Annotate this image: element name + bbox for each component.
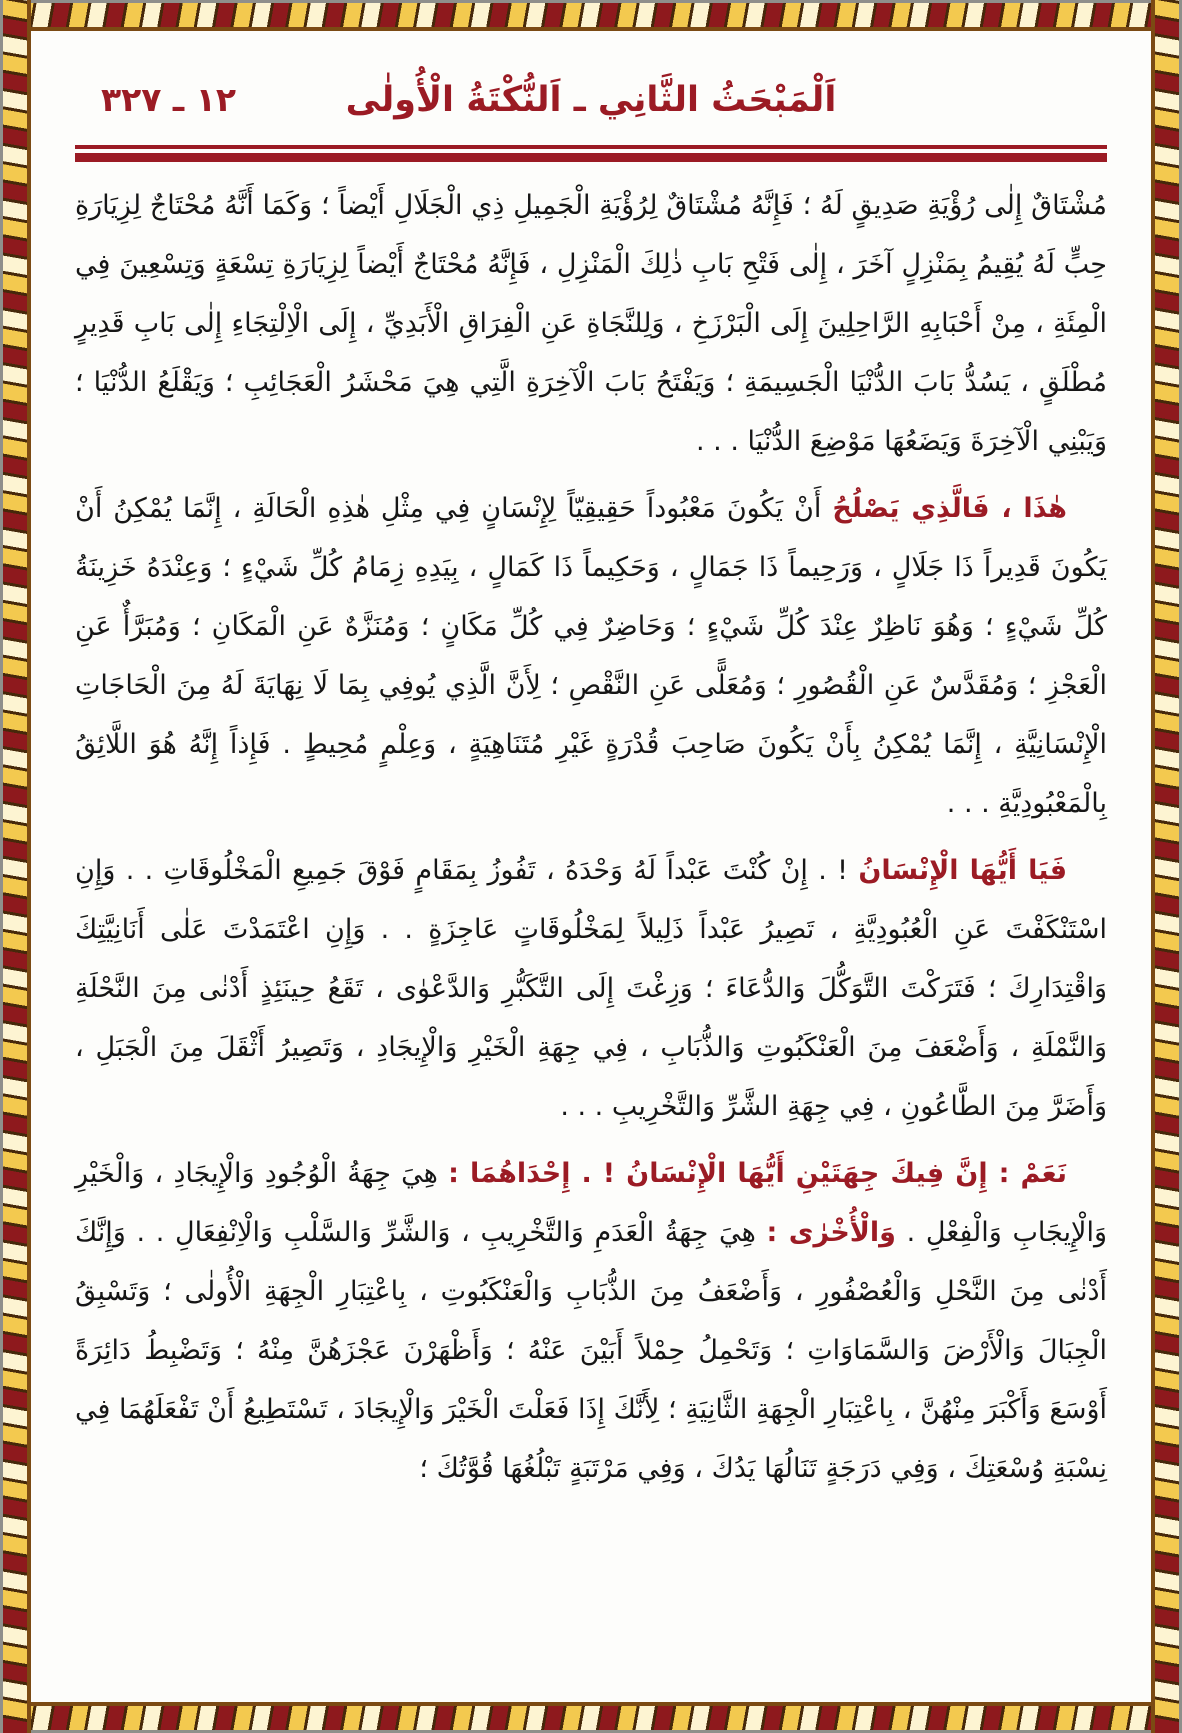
page-header [75,67,1107,139]
header-divider-thick [75,153,1107,162]
page-title: اَلْمَبْحَثُ الثَّانِي ـ اَلنُّكْتَةُ الْأُولٰى [345,80,837,120]
text-segment: هِيَ جِهَةُ الْعَدَمِ وَالتَّخْرِيبِ ، وَالشَّرِّ وَالسَّلْبِ وَالْاِنْفِعَالِ . . وَإِنَّكَ أَدْنٰى مِنَ النَّحْلِ وَالْعُصْفُورِ ، وَأَضْعَفُ مِنَ الذُّبَابِ وَالْعَنْكَبُوتِ ، بِاعْتِبَارِ الْجِهَةِ الْأُولٰى ؛ وَتَسْبِقُ الْجِبَالَ وَالْأَرْضَ وَالسَّمَاوَاتِ ؛ وَتَحْمِلُ حِمْلاً أَبَيْنَ عَنْهُ ؛ وَأَظْهَرْنَ عَجْزَهُنَّ مِنْهُ ؛ وَتَضْبِطُ دَائِرَةً أَوْسَعَ وَأَكْبَرَ مِنْهُنَّ ، بِاعْتِبَارِ الْجِهَةِ الثَّانِيَةِ ؛ لِأَنَّكَ إِذَا فَعَلْتَ الْخَيْرَ وَالْإِيجَادَ ، تَسْتَطِيعُ أَنْ تَفْعَلَهُمَا فِي نِسْبَةِ وُسْعَتِكَ ، وَفِي دَرَجَةٍ تَنَالُهَا يَدُكَ ، وَفِي مَرْتَبَةٍ تَبْلُغُهَا قُوَّتُكَ ؛ [75,1217,1107,1484]
paragraph [75,841,1107,1136]
paragraph [75,176,1107,471]
highlight-phrase: هٰذَا ، فَالَّذِي يَصْلُحُ [832,493,1067,524]
border-right-ornament [1151,0,1182,1733]
border-top-ornament [0,0,1182,31]
text-segment: هِيَ جِهَةُ الْوُجُودِ وَالْإِيجَادِ ، وَالْخَيْرِ وَالْإِيجَابِ وَالْفِعْلِ . [75,1158,1107,1248]
page-number: ١٢ ـ ٣٢٧ [101,80,236,119]
border-left-ornament [0,0,31,1733]
highlight-phrase: فَيَا أَيُّهَا الْإِنْسَانُ [858,855,1067,886]
text-segment: مُشْتَاقٌ إِلٰى رُؤْيَةِ صَدِيقٍ لَهُ ؛ فَإِنَّهُ مُشْتَاقٌ لِرُؤْيَةِ الْجَمِيلِ ذِي الْجَلَالِ أَيْضاً ؛ وَكَمَا أَنَّهُ مُحْتَاجٌ لِزِيَارَةِ حِبٍّ لَهُ يُقِيمُ بِمَنْزِلٍ آخَرَ ، إِلٰى فَتْحِ بَابِ ذٰلِكَ الْمَنْزِلِ ، فَإِنَّهُ مُحْتَاجٌ أَيْضاً لِزِيَارَةِ تِسْعَةٍ وَتِسْعِينَ فِي الْمِئَةِ ، مِنْ أَحْبَابِهِ الرَّاحِلِينَ إِلَى الْبَرْزَخِ ، وَلِلنَّجَاةِ عَنِ الْفِرَاقِ الْأَبَدِيِّ ، إِلَى الْاِلْتِجَاءِ إِلٰى بَابِ قَدِيرٍ مُطْلَقٍ ، يَسُدُّ بَابَ الدُّنْيَا الْجَسِيمَةِ ؛ وَيَفْتَحُ بَابَ الْآخِرَةِ الَّتِي هِيَ مَحْشَرُ الْعَجَائِبِ ؛ وَيَقْلَعُ الدُّنْيَا ؛ وَيَبْنِي الْآخِرَةَ وَيَضَعُهَا مَوْضِعَ الدُّنْيَا . . . [75,190,1107,457]
text-segment: أَنْ يَكُونَ مَعْبُوداً حَقِيقِيّاً لِإِنْسَانٍ فِي مِثْلِ هٰذِهِ الْحَالَةِ ، إِنَّمَا يُمْكِنُ أَنْ يَكُونَ قَدِيراً ذَا جَلَالٍ ، وَرَحِيماً ذَا جَمَالٍ ، وَحَكِيماً ذَا كَمَالٍ ، بِيَدِهِ زِمَامُ كُلِّ شَيْءٍ ؛ وَعِنْدَهُ خَزِينَةُ كُلِّ شَيْءٍ ؛ وَهُوَ نَاظِرٌ عِنْدَ كُلِّ شَيْءٍ ؛ وَحَاضِرٌ فِي كُلِّ مَكَانٍ ؛ وَمُنَزَّهٌ عَنِ الْمَكَانِ ؛ وَمُبَرَّأٌ عَنِ الْعَجْزِ ؛ وَمُقَدَّسٌ عَنِ الْقُصُورِ ؛ وَمُعَلًّى عَنِ النَّقْصِ ؛ لِأَنَّ الَّذِي يُوفِي بِمَا لَا نِهَايَةَ لَهُ مِنَ الْحَاجَاتِ الْإِنْسَانِيَّةِ ، إِنَّمَا يُمْكِنُ بِأَنْ يَكُونَ صَاحِبَ قُدْرَةٍ غَيْرِ مُتَنَاهِيَةٍ ، وَعِلْمٍ مُحِيطٍ . فَإِذاً إِنَّهُ هُوَ اللَّائِقُ بِالْمَعْبُودِيَّةِ . . . [75,493,1107,819]
paragraph [75,1144,1107,1498]
highlight-phrase: وَالْأُخْرٰى : [766,1217,896,1248]
body-text [75,176,1107,1498]
border-bottom-ornament [0,1702,1182,1733]
text-segment: ! . إِنْ كُنْتَ عَبْداً لَهُ وَحْدَهُ ، تَفُوزُ بِمَقَامٍ فَوْقَ جَمِيعِ الْمَخْلُوقَاتِ . . وَإِنِ اسْتَنْكَفْتَ عَنِ الْعُبُودِيَّةِ ، تَصِيرُ عَبْداً ذَلِيلاً لِمَخْلُوقَاتٍ عَاجِزَةٍ . . وَإِنِ اعْتَمَدْتَ عَلٰى أَنَانِيَّتِكَ وَاقْتِدَارِكَ ؛ فَتَرَكْتَ التَّوَكُّلَ وَالدُّعَاءَ ؛ وَزِغْتَ إِلَى التَّكَبُّرِ وَالدَّعْوٰى ، تَقَعُ حِينَئِذٍ أَدْنٰى مِنَ النَّحْلَةِ وَالنَّمْلَةِ ، وَأَضْعَفَ مِنَ الْعَنْكَبُوتِ وَالذُّبَابِ ، فِي جِهَةِ الْخَيْرِ وَالْإِيجَادِ ، وَتَصِيرُ أَثْقَلَ مِنَ الْجَبَلِ ، وَأَضَرَّ مِنَ الطَّاعُونِ ، فِي جِهَةِ الشَّرِّ وَالتَّخْرِيبِ . . . [75,855,1107,1122]
header-divider-thin [75,145,1107,149]
paragraph [75,479,1107,833]
highlight-phrase: نَعَمْ : إِنَّ فِيكَ جِهَتَيْنِ أَيُّهَا الْإِنْسَانُ ! . إِحْدَاهُمَا : [448,1158,1067,1189]
page-content [31,31,1151,1702]
